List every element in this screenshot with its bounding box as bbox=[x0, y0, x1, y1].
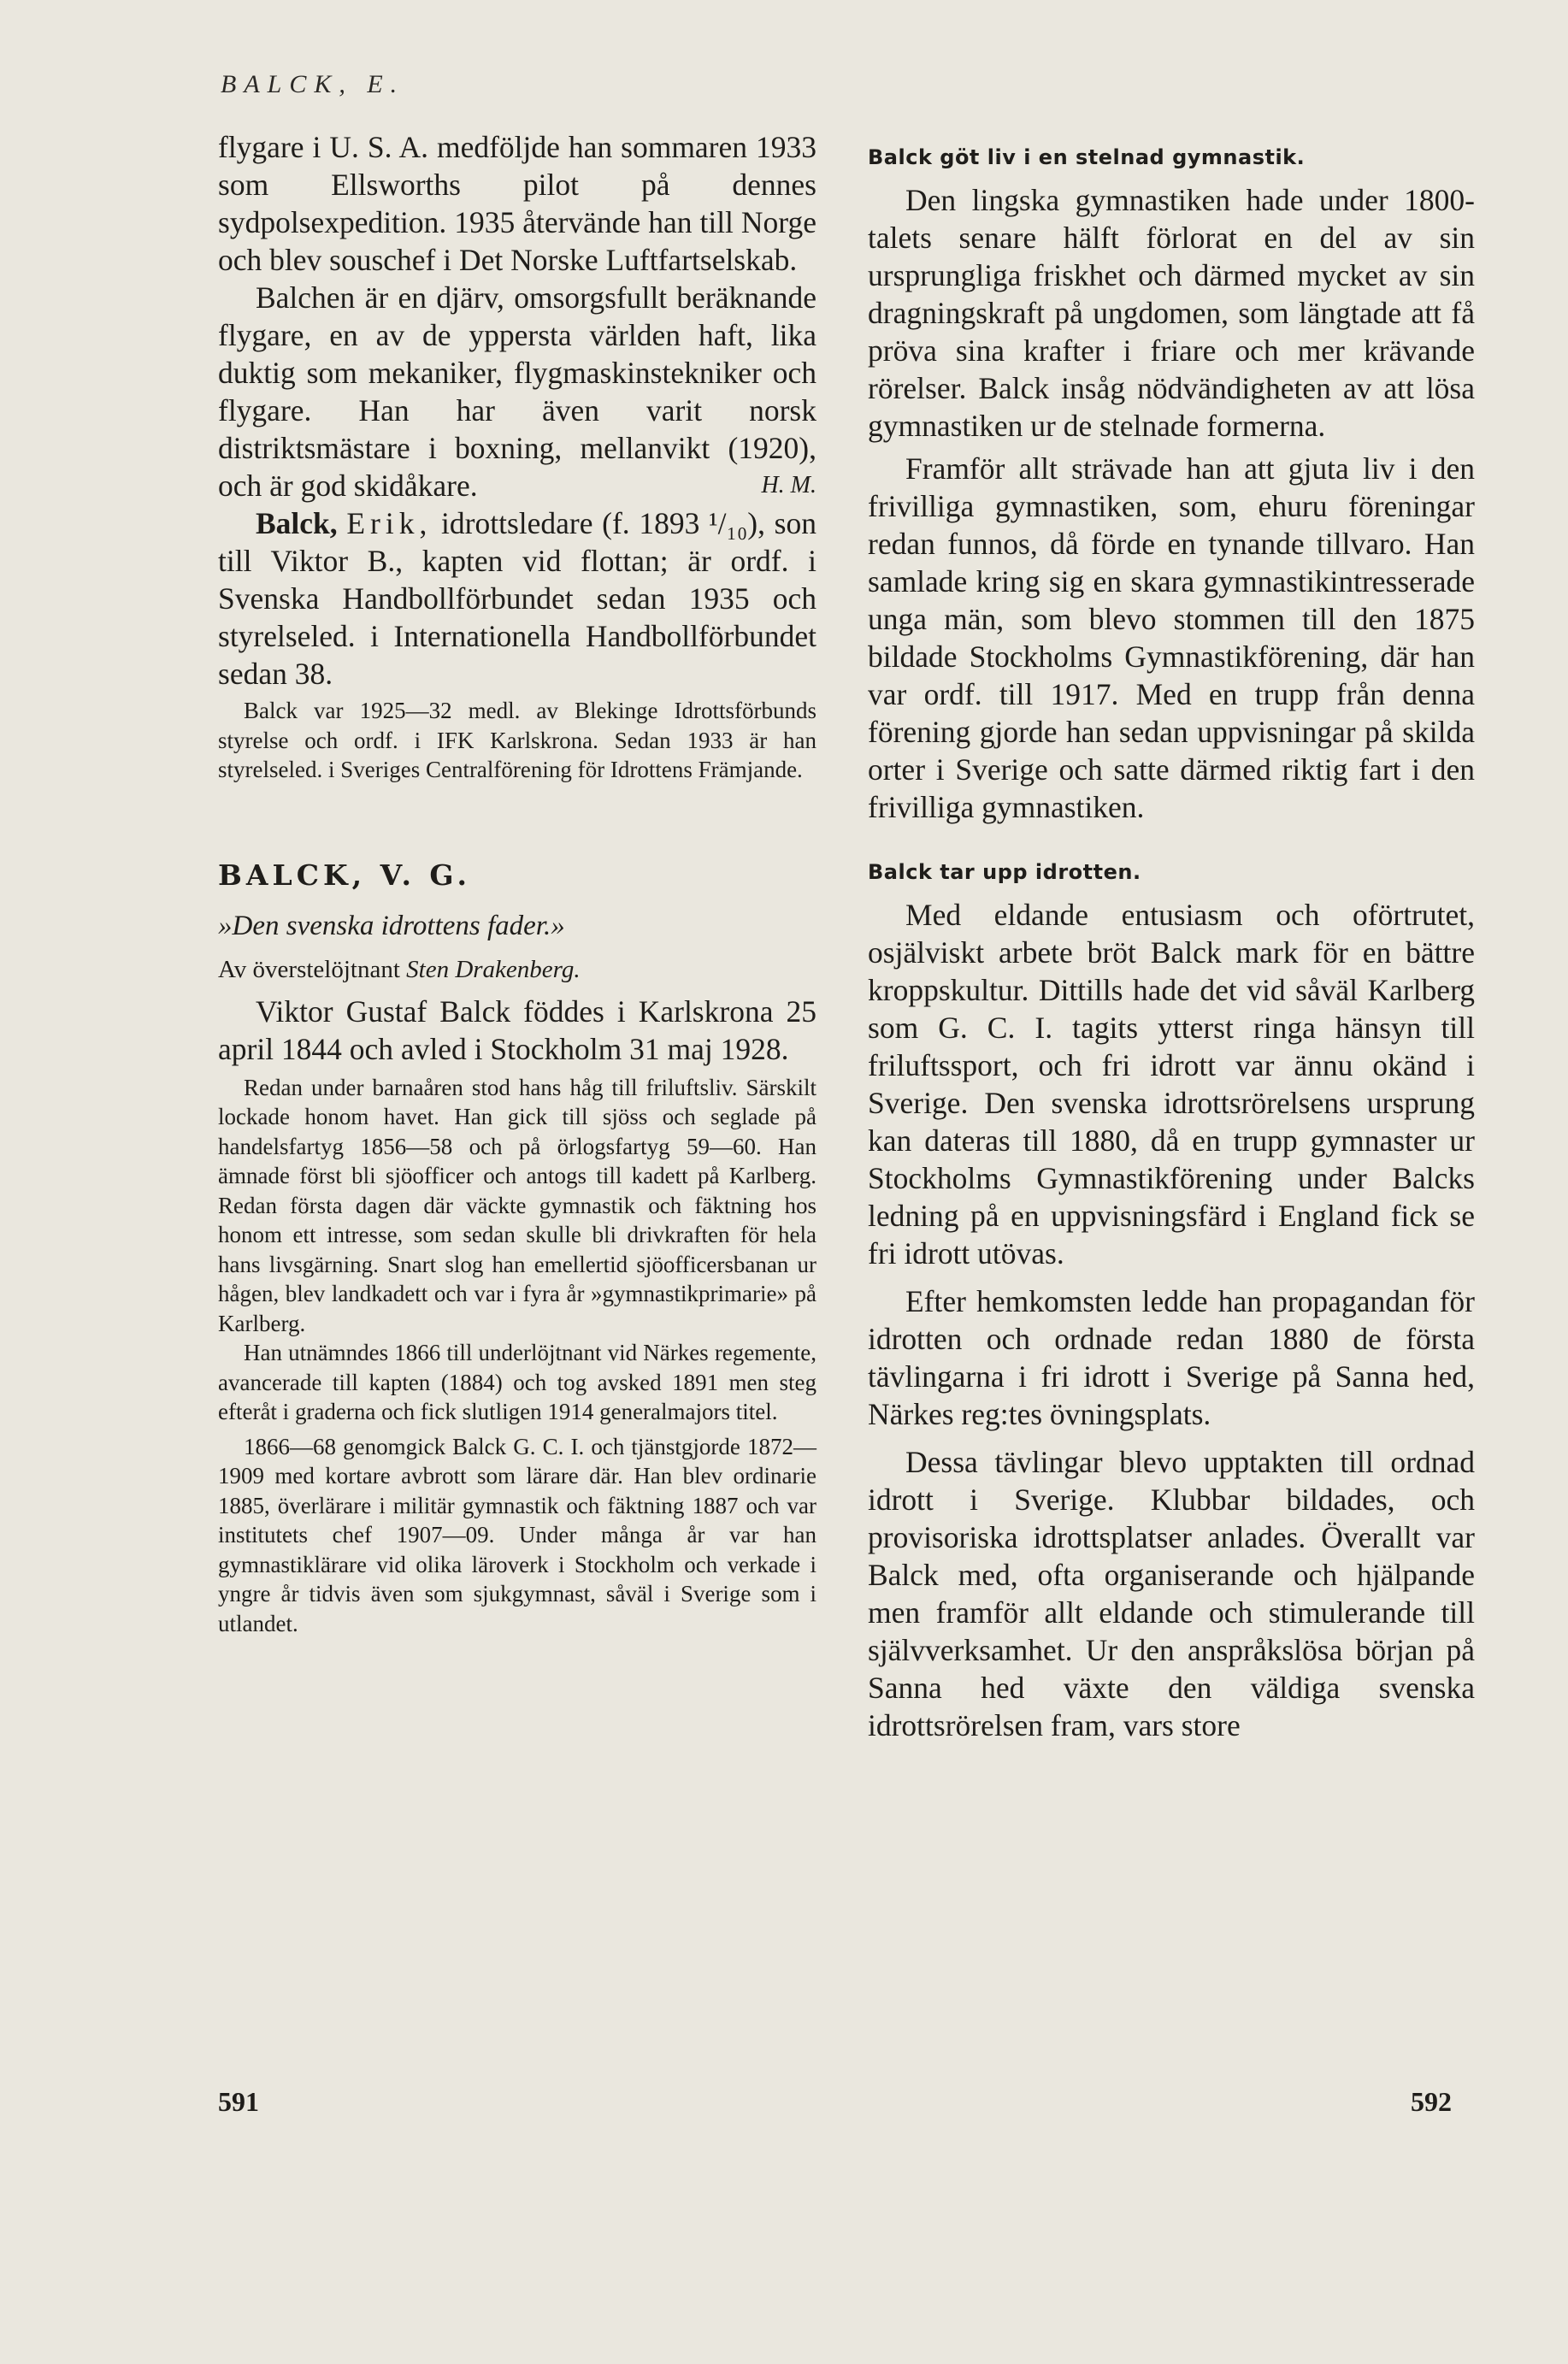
article-title: BALCK, V. G. bbox=[218, 858, 471, 892]
paragraph: flygare i U. S. A. medföljde han sommaren 1933 som Ellsworths pilot på dennes sydpolsexpedition. 1935 återvände han till Norge och blev souschef i Det Norske Luftfartselskab. bbox=[218, 130, 816, 277]
paragraph bbox=[218, 279, 816, 504]
running-header: BALCK, E. bbox=[221, 70, 405, 98]
paragraph: Framför allt strävade han att gjuta liv i den frivilliga gymnastiken, som, ehuru föreningar redan funnos, då förde en tynande tillvaro. Han samlade kring sig en skara gymnastikintresserade unga män, som blevo stommen till den 1875 bildade Stockholms Gymnastikförening, där han var ordf. till 1917. Med en trupp från denna förening gjorde han sedan uppvisningar på skilda orter i Sverige och satte därmed riktig fart i den frivilliga gymnastiken. bbox=[868, 451, 1475, 824]
left-column bbox=[218, 128, 816, 1638]
page-number-right: 592 bbox=[1411, 2086, 1452, 2117]
article-author bbox=[218, 956, 816, 984]
entry-erik-balck bbox=[218, 504, 816, 693]
small-paragraph: Redan under barnaåren stod hans håg till friluftsliv. Särskilt lockade honom havet. Han gick till sjöss och seglade på handelsfartyg 1856—58 och på örlogsfartyg 59—60. Han ämnade först bli sjöofficer och antogs till kadett på Karlberg. Redan första dagen där väckte gymnastik och fäktning hos honom ett intresse, som sedan skulle bli drivkraften för hela hans livsgärning. Snart slog han emellertid sjöofficersbanan ur hågen, blev landkadett och var i fyra år »gymnastikprimarie» på Karlberg. bbox=[218, 1074, 816, 1336]
small-paragraph: Balck var 1925—32 medl. av Blekinge Idrottsförbunds styrelse och ordf. i IFK Karlskrona. Sedan 1933 är han styrelseled. i Sveriges Centralförening för Idrottens Främjande. bbox=[218, 698, 816, 782]
entry-text: idrottsledare (f. 1893 ¹/₁₀), son till Viktor B., kapten vid flottan; är ordf. i Svenska Handbollförbundet sedan 1935 och styrelseled. i Internationella Handbollförbundet sedan 38. bbox=[218, 506, 816, 691]
author-name: Sten Drakenberg. bbox=[406, 955, 581, 983]
paragraph: Viktor Gustaf Balck föddes i Karlskrona 25 april 1844 och avled i Stockholm 31 maj 1928. bbox=[218, 993, 816, 1066]
author-prefix: Av överstelöjtnant bbox=[218, 955, 400, 983]
paragraph: Med eldande entusiasm och oförtrutet, osjälviskt arbete bröt Balck mark för en bättre kroppskultur. Dittills hade det vid såväl Karlberg som G. C. I. tagits ytterst ringa hänsyn till friluftssport, och fri idrott var ännu okänd i Sverige. Den svenska idrottsrörelsens ursprung kan dateras till 1880, då en trupp gymnaster ur Stockholms Gymnastikförening under Balcks ledning på en uppvisningsfärd i England fick se fri idrott utövas. bbox=[868, 898, 1475, 1270]
small-paragraph: 1866—68 genomgick Balck G. C. I. och tjänstgjorde 1872—1909 med kortare avbrott som lärare där. Han blev ordinarie 1885, överlärare i militär gymnastik och fäktning 1887 och var institutets chef 1907—09. Under många år var han gymnastiklärare vid olika läroverk i Stockholm och verkade i yngre år tidvis även som sjukgymnast, såväl i Sverige som i utlandet. bbox=[218, 1433, 816, 1636]
entry-first-name: Erik, bbox=[346, 506, 433, 540]
paragraph: Dessa tävlingar blevo upptakten till ordnad idrott i Sverige. Klubbar bildades, och provisoriska idrottsplatser anlades. Överallt var Balck med, ofta organiserande och hjälpande men framför allt eldande och stimulerande till självverksamhet. Ur den anspråkslösa början på Sanna hed växte den väldiga svenska idrottsrörelsen fram, vars store bbox=[868, 1445, 1475, 1742]
paragraph: Efter hemkomsten ledde han propagandan för idrotten och ordnade redan 1880 de första tävlingarna i fri idrott i Sverige på Sanna hed, Närkes reg:tes övningsplats. bbox=[868, 1284, 1475, 1431]
small-paragraph: Han utnämndes 1866 till underlöjtnant vid Närkes regemente, avancerade till kapten (1884) och tog avsked 1891 men steg efteråt i graderna och fick slutligen 1914 generalmajors titel. bbox=[218, 1340, 816, 1424]
right-column bbox=[868, 128, 1475, 1744]
page-number-left: 591 bbox=[218, 2086, 259, 2117]
section-heading: Balck tar upp idrotten. bbox=[868, 860, 1141, 884]
entry-name: Balck, bbox=[256, 506, 338, 540]
article-subtitle: »Den svenska idrottens fader.» bbox=[218, 910, 565, 941]
section-heading: Balck göt liv i en stelnad gymnastik. bbox=[868, 145, 1306, 169]
signature: H. M. bbox=[761, 472, 816, 498]
paragraph-text: Balchen är en djärv, omsorgsfullt beräknande flygare, en av de yppersta världen haft, lika duktig som mekaniker, flygmaskinstekniker och flygare. Han har även varit norsk distriktsmästare i boxning, mellanvikt (1920), och är god skidåkare. bbox=[218, 280, 816, 503]
paragraph: Den lingska gymnastiken hade under 1800-talets senare hälft förlorat en del av sin ursprungliga friskhet och därmed mycket av sin dragningskraft på ungdomen, som längtade att få pröva sina krafter i friare och mer krävande rörelser. Balck insåg nödvändigheten av att lösa gymnastiken ur de stelnade formerna. bbox=[868, 183, 1475, 443]
